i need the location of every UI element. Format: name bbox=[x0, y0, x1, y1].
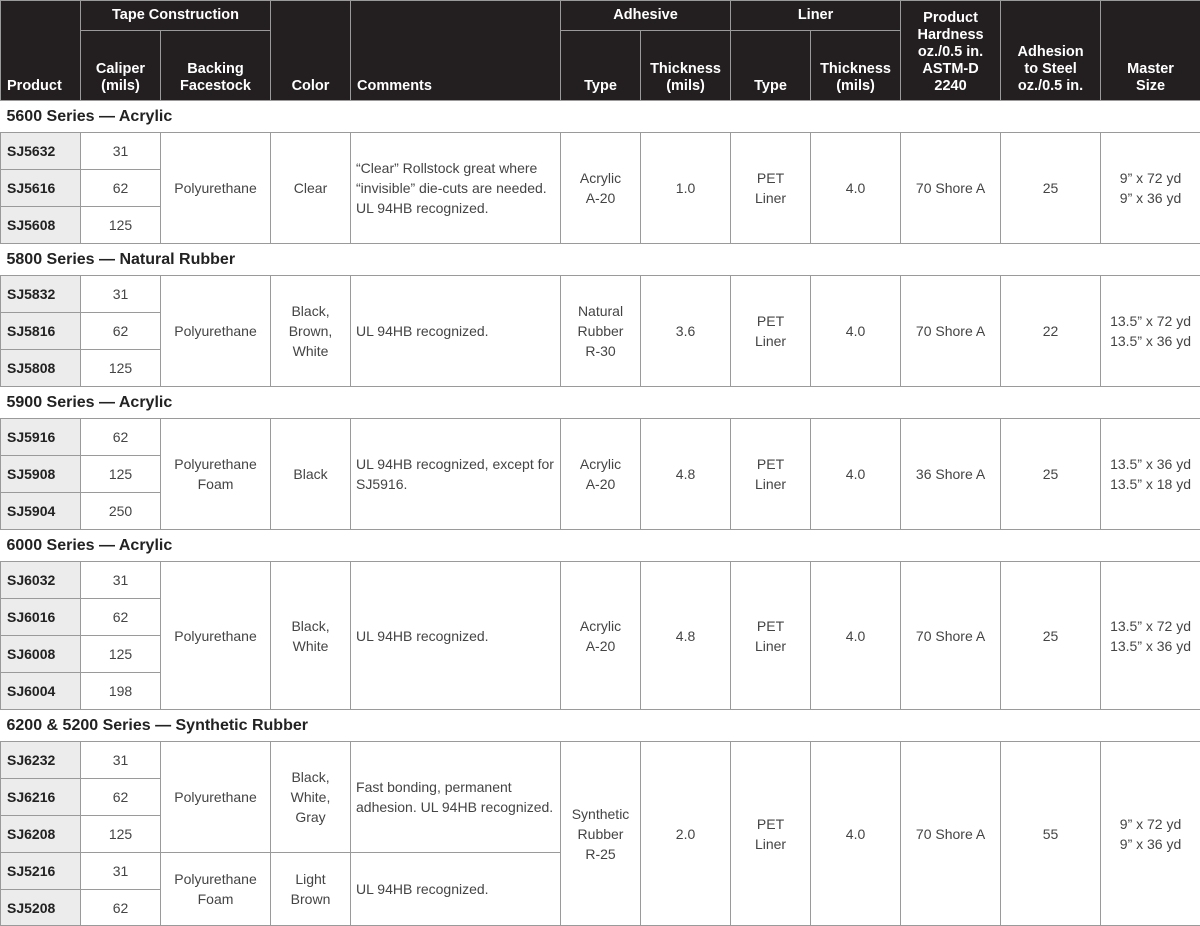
color-cell: Black, Brown, White bbox=[271, 276, 351, 387]
hardness-cell: 70 Shore A bbox=[901, 562, 1001, 710]
product-code: SJ5908 bbox=[1, 456, 81, 493]
header-product: Product bbox=[1, 1, 81, 101]
header-backing: Backing Facestock bbox=[161, 31, 271, 101]
adhesive-type-cell: Acrylic A-20 bbox=[561, 419, 641, 530]
caliper-value: 125 bbox=[81, 207, 161, 244]
series-heading: 6000 Series — Acrylic bbox=[1, 530, 1200, 562]
master-size-cell: 9” x 72 yd 9” x 36 yd bbox=[1101, 133, 1200, 244]
caliper-value: 198 bbox=[81, 673, 161, 710]
caliper-value: 31 bbox=[81, 853, 161, 890]
product-code: SJ6208 bbox=[1, 816, 81, 853]
backing-cell: Polyurethane bbox=[161, 742, 271, 853]
backing-cell: Polyurethane Foam bbox=[161, 853, 271, 926]
color-cell: Black bbox=[271, 419, 351, 530]
adhesion-cell: 25 bbox=[1001, 419, 1101, 530]
product-code: SJ5616 bbox=[1, 170, 81, 207]
comment-cell: UL 94HB recognized. bbox=[351, 562, 561, 710]
product-code: SJ5916 bbox=[1, 419, 81, 456]
master-size-cell: 9” x 72 yd 9” x 36 yd bbox=[1101, 742, 1200, 926]
product-code: SJ6232 bbox=[1, 742, 81, 779]
header-comments: Comments bbox=[351, 1, 561, 101]
comment-cell: Fast bonding, permanent adhesion. UL 94HB recognized. bbox=[351, 742, 561, 853]
color-cell: Light Brown bbox=[271, 853, 351, 926]
liner-thickness-cell: 4.0 bbox=[811, 133, 901, 244]
product-code: SJ5608 bbox=[1, 207, 81, 244]
color-cell: Black, White, Gray bbox=[271, 742, 351, 853]
header-liner-type: Type bbox=[731, 31, 811, 101]
caliper-value: 62 bbox=[81, 890, 161, 926]
header-master-size: Master Size bbox=[1101, 1, 1200, 101]
hardness-cell: 70 Shore A bbox=[901, 276, 1001, 387]
product-code: SJ6216 bbox=[1, 779, 81, 816]
product-code: SJ5808 bbox=[1, 350, 81, 387]
header-caliper: Caliper (mils) bbox=[81, 31, 161, 101]
master-size-cell: 13.5” x 72 yd 13.5” x 36 yd bbox=[1101, 562, 1200, 710]
header-adhesive: Adhesive bbox=[561, 1, 731, 31]
hardness-cell: 70 Shore A bbox=[901, 742, 1001, 926]
adhesive-thickness-cell: 3.6 bbox=[641, 276, 731, 387]
caliper-value: 62 bbox=[81, 313, 161, 350]
liner-thickness-cell: 4.0 bbox=[811, 419, 901, 530]
product-code: SJ6016 bbox=[1, 599, 81, 636]
adhesion-cell: 25 bbox=[1001, 562, 1101, 710]
liner-thickness-cell: 4.0 bbox=[811, 276, 901, 387]
comment-cell: UL 94HB recognized. bbox=[351, 853, 561, 926]
master-size-cell: 13.5” x 36 yd 13.5” x 18 yd bbox=[1101, 419, 1200, 530]
hardness-cell: 70 Shore A bbox=[901, 133, 1001, 244]
backing-cell: Polyurethane Foam bbox=[161, 419, 271, 530]
caliper-value: 125 bbox=[81, 456, 161, 493]
product-code: SJ6032 bbox=[1, 562, 81, 599]
table-header bbox=[1, 1, 1200, 101]
liner-thickness-cell: 4.0 bbox=[811, 742, 901, 926]
adhesion-cell: 55 bbox=[1001, 742, 1101, 926]
product-code: SJ6008 bbox=[1, 636, 81, 673]
color-cell: Clear bbox=[271, 133, 351, 244]
backing-cell: Polyurethane bbox=[161, 562, 271, 710]
caliper-value: 31 bbox=[81, 133, 161, 170]
caliper-value: 31 bbox=[81, 742, 161, 779]
backing-cell: Polyurethane bbox=[161, 133, 271, 244]
liner-type-cell: PET Liner bbox=[731, 133, 811, 244]
header-liner-thickness: Thickness (mils) bbox=[811, 31, 901, 101]
header-hardness: Product Hardness oz./0.5 in. ASTM-D 2240 bbox=[901, 1, 1001, 101]
liner-type-cell: PET Liner bbox=[731, 562, 811, 710]
caliper-value: 62 bbox=[81, 599, 161, 636]
color-cell: Black, White bbox=[271, 562, 351, 710]
caliper-value: 250 bbox=[81, 493, 161, 530]
backing-cell: Polyurethane bbox=[161, 276, 271, 387]
comment-cell: UL 94HB recognized, except for SJ5916. bbox=[351, 419, 561, 530]
product-code: SJ5832 bbox=[1, 276, 81, 313]
header-adhesive-thickness: Thickness (mils) bbox=[641, 31, 731, 101]
header-color: Color bbox=[271, 1, 351, 101]
product-code: SJ5816 bbox=[1, 313, 81, 350]
series-heading: 5900 Series — Acrylic bbox=[1, 387, 1200, 419]
caliper-value: 31 bbox=[81, 562, 161, 599]
header-tape-construction: Tape Construction bbox=[81, 1, 271, 31]
series-heading: 5600 Series — Acrylic bbox=[1, 101, 1200, 133]
header-adhesion: Adhesion to Steel oz./0.5 in. bbox=[1001, 1, 1101, 101]
header-adhesive-type: Type bbox=[561, 31, 641, 101]
series-heading: 5800 Series — Natural Rubber bbox=[1, 244, 1200, 276]
adhesive-type-cell: Acrylic A-20 bbox=[561, 133, 641, 244]
liner-type-cell: PET Liner bbox=[731, 742, 811, 926]
adhesive-type-cell: Synthetic Rubber R-25 bbox=[561, 742, 641, 926]
adhesive-thickness-cell: 1.0 bbox=[641, 133, 731, 244]
header-liner: Liner bbox=[731, 1, 901, 31]
caliper-value: 125 bbox=[81, 636, 161, 673]
adhesion-cell: 25 bbox=[1001, 133, 1101, 244]
hardness-cell: 36 Shore A bbox=[901, 419, 1001, 530]
series-heading: 6200 & 5200 Series — Synthetic Rubber bbox=[1, 710, 1200, 742]
liner-thickness-cell: 4.0 bbox=[811, 562, 901, 710]
caliper-value: 31 bbox=[81, 276, 161, 313]
product-code: SJ5216 bbox=[1, 853, 81, 890]
product-code: SJ6004 bbox=[1, 673, 81, 710]
caliper-value: 62 bbox=[81, 170, 161, 207]
adhesive-thickness-cell: 4.8 bbox=[641, 562, 731, 710]
adhesive-type-cell: Natural Rubber R-30 bbox=[561, 276, 641, 387]
adhesion-cell: 22 bbox=[1001, 276, 1101, 387]
adhesive-thickness-cell: 4.8 bbox=[641, 419, 731, 530]
adhesive-thickness-cell: 2.0 bbox=[641, 742, 731, 926]
caliper-value: 62 bbox=[81, 779, 161, 816]
master-size-cell: 13.5” x 72 yd 13.5” x 36 yd bbox=[1101, 276, 1200, 387]
comment-cell: “Clear” Rollstock great where “invisible” die-cuts are needed. UL 94HB recognized. bbox=[351, 133, 561, 244]
caliper-value: 125 bbox=[81, 816, 161, 853]
comment-cell: UL 94HB recognized. bbox=[351, 276, 561, 387]
adhesive-type-cell: Acrylic A-20 bbox=[561, 562, 641, 710]
table-body bbox=[1, 101, 1200, 926]
product-code: SJ5632 bbox=[1, 133, 81, 170]
product-code: SJ5904 bbox=[1, 493, 81, 530]
caliper-value: 62 bbox=[81, 419, 161, 456]
liner-type-cell: PET Liner bbox=[731, 419, 811, 530]
liner-type-cell: PET Liner bbox=[731, 276, 811, 387]
product-code: SJ5208 bbox=[1, 890, 81, 926]
caliper-value: 125 bbox=[81, 350, 161, 387]
